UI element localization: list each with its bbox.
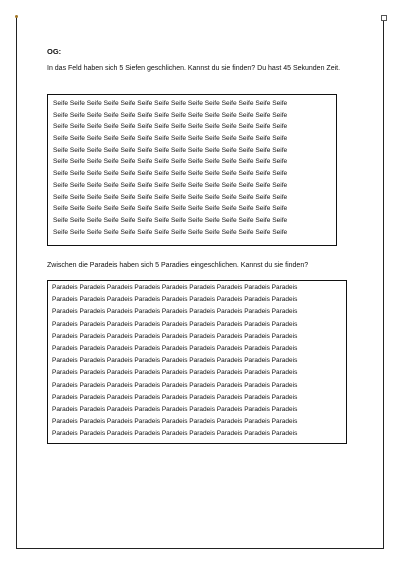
word-grid-row: Paradeis Paradeis Paradeis Paradeis Paradeis Paradeis Paradeis Paradeis Paradeis (52, 381, 298, 389)
word-grid-row: Seife Seife Seife Seife Seife Seife Seife Seife Seife Seife Seife Seife Seife Seife (53, 100, 288, 107)
word-grid-row: Paradeis Paradeis Paradeis Paradeis Paradeis Paradeis Paradeis Paradeis Paradeis (52, 405, 298, 413)
word-grid-row: Seife Seife Seife Seife Seife Seife Seife Seife Seife Seife Seife Seife Seife Seife (53, 193, 288, 201)
corner-marker (15, 15, 18, 18)
resize-handle[interactable] (381, 15, 387, 21)
word-grid-row: Paradeis Paradeis Paradeis Paradeis Paradeis Paradeis Paradeis Paradeis Paradeis (52, 344, 298, 352)
word-grid-row: Seife Seife Seife Seife Seife Seife Seife Seife Seife Seife Seife Seife Seife Seife (53, 205, 288, 213)
word-grid-row: Paradeis Paradeis Paradeis Paradeis Paradeis Paradeis Paradeis Paradeis Paradeis (52, 332, 298, 340)
word-grid-row: Paradeis Paradeis Paradeis Paradeis Paradeis Paradeis Paradeis Paradeis Paradeis (52, 357, 298, 365)
word-grid-row: Paradeis Paradeis Paradeis Paradeis Paradeis Paradeis Paradeis Paradeis Paradeis (52, 418, 298, 426)
word-grid-row: Seife Seife Seife Seife Seife Seife Seife Seife Seife Seife Seife Seife Seife Seife (53, 158, 288, 166)
word-grid-row: Seife Seife Seife Seife Seife Seife Seife Seife Seife Seife Seife Seife Seife Seife (53, 135, 288, 143)
word-grid-row: Seife Seife Seife Seife Seife Seife Seife Seife Seife Seife Seife Seife Seife Seife (53, 216, 288, 224)
task2-instruction: Zwischen die Paradeis haben sich 5 Paradies eingeschlichen. Kannst du sie finden? (47, 262, 309, 269)
task1-word-grid (47, 94, 337, 246)
word-grid-row: Paradeis Paradeis Paradeis Paradeis Paradeis Paradeis Paradeis Paradeis Paradeis (52, 393, 298, 401)
task2-word-grid (47, 280, 347, 444)
section-heading: OG: (47, 47, 62, 56)
word-grid-row: Paradeis Paradeis Paradeis Paradeis Paradeis Paradeis Paradeis Paradeis Paradeis (52, 308, 298, 316)
word-grid-row: Paradeis Paradeis Paradeis Paradeis Paradeis Paradeis Paradeis Paradeis Paradeis (52, 296, 298, 304)
word-grid-row: Seife Seife Seife Seife Seife Seife Seife Seife Seife Seife Seife Seife Seife Seife (53, 146, 288, 154)
word-grid-row: Paradeis Paradeis Paradeis Paradeis Paradeis Paradeis Paradeis Paradeis Paradeis (52, 320, 298, 328)
word-grid-row: Seife Seife Seife Seife Seife Seife Seife Seife Seife Seife Seife Seife Seife Seife (53, 123, 288, 131)
word-grid-row: Paradeis Paradeis Paradeis Paradeis Paradeis Paradeis Paradeis Paradeis Paradeis (52, 284, 298, 291)
task1-instruction: In das Feld haben sich 5 Siefen geschlichen. Kannst du sie finden? Du hast 45 Sekunden Zeit. (47, 65, 341, 72)
word-grid-row: Paradeis Paradeis Paradeis Paradeis Paradeis Paradeis Paradeis Paradeis Paradeis (52, 369, 298, 377)
word-grid-row: Seife Seife Seife Seife Seife Seife Seife Seife Seife Seife Seife Seife Seife Seife (53, 111, 288, 119)
word-grid-row: Seife Seife Seife Seife Seife Seife Seife Seife Seife Seife Seife Seife Seife Seife (53, 228, 288, 236)
word-grid-row: Paradeis Paradeis Paradeis Paradeis Paradeis Paradeis Paradeis Paradeis Paradeis (52, 430, 298, 438)
word-grid-row: Seife Seife Seife Seife Seife Seife Seife Seife Seife Seife Seife Seife Seife Seife (53, 181, 288, 189)
word-grid-row: Seife Seife Seife Seife Seife Seife Seife Seife Seife Seife Seife Seife Seife Seife (53, 170, 288, 178)
